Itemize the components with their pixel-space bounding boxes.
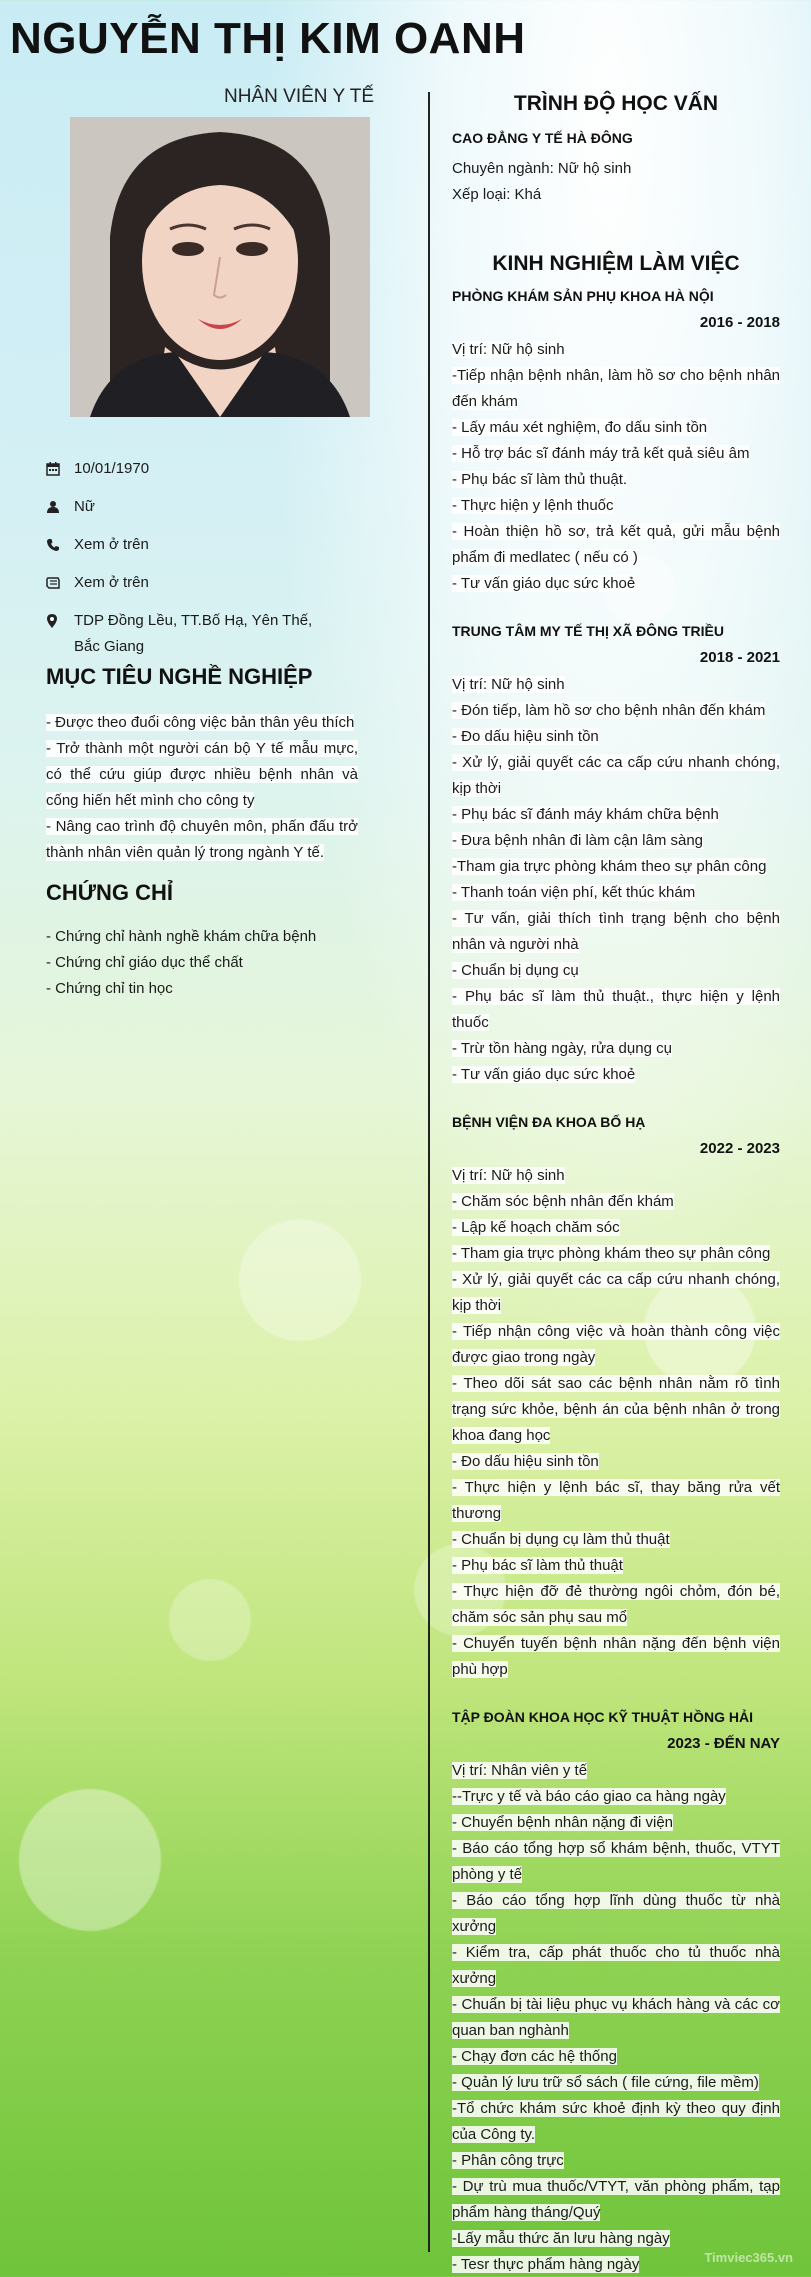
job-organization: TẬP ĐOÀN KHOA HỌC KỸ THUẬT HỒNG HẢI [452, 1709, 753, 1725]
right-column [452, 92, 780, 2277]
job-entry [452, 623, 780, 1088]
job-duty-line: - Tesr thực phẩm hàng ngày [452, 2256, 640, 2273]
job-duty-line: - Thanh toán viện phí, kết thúc khám [452, 884, 696, 901]
job-duty-line: - Lập kế hoạch chăm sóc [452, 1219, 620, 1236]
birthdate-row [46, 456, 376, 482]
location-pin-icon [46, 608, 74, 634]
job-duty-line: Vị trí: Nữ hộ sinh [452, 341, 565, 358]
job-duty-line: - Đo dấu hiệu sinh tồn [452, 1453, 599, 1470]
education-major: Chuyên ngành: Nữ hộ sinh [452, 160, 632, 177]
education-rank: Xếp loại: Khá [452, 186, 542, 203]
job-duty-line: - Báo cáo tổng hợp lĩnh dùng thuốc từ nhà xưởng [452, 1892, 780, 1935]
job-duty-line: - Đo dấu hiệu sinh tồn [452, 728, 599, 745]
certificate-item: - Chứng chỉ hành nghề khám chữa bệnh [46, 928, 317, 945]
education-section [452, 92, 780, 208]
job-duty-line: - Thực hiện y lệnh thuốc [452, 497, 614, 514]
job-organization: PHÒNG KHÁM SẢN PHỤ KHOA HÀ NỘI [452, 288, 714, 304]
job-duty-line: Vị trí: Nữ hộ sinh [452, 676, 565, 693]
job-duty-line: - Lấy máu xét nghiệm, đo dấu sinh tồn [452, 419, 708, 436]
job-duty-line: - Đưa bệnh nhân đi làm cận lâm sàng [452, 832, 704, 849]
job-entry [452, 288, 780, 597]
job-title: NHÂN VIÊN Y TẾ [224, 86, 374, 107]
profile-photo [70, 117, 370, 417]
objective-line: - Nâng cao trình độ chuyên môn, phấn đấu trở thành nhân viên quản lý trong ngành Y tế. [46, 818, 358, 861]
job-duty-line: - Kiểm tra, cấp phát thuốc cho tủ thuốc nhà xưởng [452, 1944, 780, 1987]
person-icon [46, 494, 74, 520]
email-text: Xem ở trên [74, 574, 149, 591]
job-duty-line: - Chuyển tuyến bệnh nhân nặng đến bệnh viện phù hợp [452, 1635, 780, 1678]
job-duty-line: - Báo cáo tổng hợp sổ khám bệnh, thuốc, VTYT phòng y tế [452, 1840, 780, 1883]
job-period: 2016 - 2018 [699, 314, 780, 331]
job-duty-line: - Chuẩn bị dụng cụ làm thủ thuật [452, 1531, 670, 1548]
job-duty-line: - Thực hiện đỡ đẻ thường ngôi chỏm, đón bé, chăm sóc sản phụ sau mổ [452, 1583, 780, 1626]
job-duty-line: -Lấy mẫu thức ăn lưu hàng ngày [452, 2230, 670, 2247]
job-entry [452, 1114, 780, 1683]
education-title: TRÌNH ĐỘ HỌC VẤN [513, 92, 719, 115]
contact-info [46, 456, 376, 672]
certificate-item: - Chứng chỉ tin học [46, 980, 173, 997]
job-duty-line: - Đón tiếp, làm hồ sơ cho bệnh nhân đến khám [452, 702, 766, 719]
job-period: 2022 - 2023 [699, 1140, 780, 1157]
job-period: 2018 - 2021 [699, 649, 780, 666]
job-duty-line: - Hỗ trợ bác sĩ đánh máy trả kết quả siêu âm [452, 445, 750, 462]
career-objective-title: MỤC TIÊU NGHỀ NGHIỆP [46, 664, 313, 689]
job-duty-line: - Chăm sóc bệnh nhân đến khám [452, 1193, 674, 1210]
job-duty-line: -Tổ chức khám sức khoẻ định kỳ theo quy định của Công ty. [452, 2100, 780, 2143]
objective-line: - Được theo đuổi công việc bản thân yêu thích [46, 714, 355, 731]
job-organization: BỆNH VIỆN ĐA KHOA BỐ HẠ [452, 1114, 646, 1130]
job-duty-line: - Tư vấn giáo dục sức khoẻ [452, 575, 636, 592]
job-duty-line: - Phụ bác sĩ làm thủ thuật., thực hiện y lệnh thuốc [452, 988, 780, 1031]
gender-text: Nữ [74, 498, 95, 515]
gender-row [46, 494, 376, 520]
job-duty-line: - Hoàn thiện hồ sơ, trả kết quả, gửi mẫu bệnh phẩm đi medlatec ( nếu có ) [452, 523, 780, 566]
job-period: 2023 - ĐẾN NAY [667, 1735, 780, 1752]
school-name: CAO ĐẲNG Y TẾ HÀ ĐÔNG [452, 130, 633, 146]
job-duty-line: - Xử lý, giải quyết các ca cấp cứu nhanh chóng, kịp thời [452, 1271, 780, 1314]
column-divider [428, 92, 430, 2252]
birthdate-text: 10/01/1970 [74, 460, 150, 477]
job-duty-line: - Phân công trực [452, 2152, 564, 2169]
job-list [452, 288, 780, 2277]
job-duty-line: - Phụ bác sĩ làm thủ thuật. [452, 471, 628, 488]
job-duty-line: - Xử lý, giải quyết các ca cấp cứu nhanh chóng, kịp thời [452, 754, 780, 797]
email-row [46, 570, 376, 596]
phone-row [46, 532, 376, 558]
job-duty-line: - Tư vấn giáo dục sức khoẻ [452, 1066, 636, 1083]
objective-line: - Trở thành một người cán bộ Y tế mẫu mực, có thể cứu giúp được nhiều bệnh nhân và cống hiến hết mình cho công ty [46, 740, 358, 809]
job-duty-line: Vị trí: Nhân viên y tế [452, 1762, 588, 1779]
certificates-title: CHỨNG CHỈ [46, 880, 174, 905]
job-duty-line: - Chuẩn bị tài liệu phục vụ khách hàng và các cơ quan ban nghành [452, 1996, 780, 2039]
job-duty-line: - Thực hiện y lệnh bác sĩ, thay băng rửa vết thương [452, 1479, 780, 1522]
job-duty-line: - Tư vấn, giải thích tình trạng bệnh cho bệnh nhân và người nhà [452, 910, 780, 953]
job-duty-line: - Tiếp nhận công việc và hoàn thành công việc được giao trong ngày [452, 1323, 780, 1366]
job-duty-line: --Trực y tế và báo cáo giao ca hàng ngày [452, 1788, 726, 1805]
address-row [46, 608, 376, 660]
job-duty-line: - Chuyển bệnh nhân nặng đi viện [452, 1814, 674, 1831]
job-duty-line: - Theo dõi sát sao các bệnh nhân nằm rõ tình trạng sức khỏe, bệnh án của bệnh nhân ở trong khoa đang học [452, 1375, 780, 1444]
job-duty-line: - Dự trù mua thuốc/VTYT, văn phòng phẩm, tạp phẩm hàng tháng/Quý [452, 2178, 780, 2221]
job-duty-line: - Quản lý lưu trữ sổ sách ( file cứng, file mềm) [452, 2074, 759, 2091]
email-icon [46, 570, 74, 596]
job-duty-line: -Tham gia trực phòng khám theo sự phân công [452, 858, 767, 875]
certificates-section [46, 880, 358, 1002]
job-duty-line: -Tiếp nhận bệnh nhân, làm hồ sơ cho bệnh nhân đến khám [452, 367, 780, 410]
job-duty-line: - Phụ bác sĩ làm thủ thuật [452, 1557, 623, 1574]
watermark: Timviec365.vn [704, 2250, 793, 2265]
job-duty-line: - Chạy đơn các hệ thống [452, 2048, 617, 2065]
job-organization: TRUNG TÂM MY TẾ THỊ XÃ ĐÔNG TRIỀU [452, 623, 724, 639]
experience-title: KINH NGHIỆM LÀM VIỆC [492, 252, 740, 275]
phone-text: Xem ở trên [74, 536, 149, 553]
address-text: TDP Đồng Lều, TT.Bố Hạ, Yên Thế, Bắc Giang [74, 612, 313, 655]
calendar-icon [46, 456, 74, 482]
job-duty-line: - Trừ tồn hàng ngày, rửa dụng cụ [452, 1040, 672, 1057]
job-duty-line: - Chuẩn bị dụng cụ [452, 962, 579, 979]
job-duty-line: - Phụ bác sĩ đánh máy khám chữa bệnh [452, 806, 719, 823]
job-duty-line: - Tham gia trực phòng khám theo sự phân công [452, 1245, 771, 1262]
job-duty-line: Vị trí: Nữ hộ sinh [452, 1167, 565, 1184]
career-objective-section [46, 664, 358, 866]
certificate-item: - Chứng chỉ giáo dục thể chất [46, 954, 243, 971]
phone-icon [46, 532, 74, 558]
candidate-name: NGUYỄN THỊ KIM OANH [10, 14, 526, 63]
experience-section [452, 252, 780, 2277]
job-entry [452, 1709, 780, 2277]
